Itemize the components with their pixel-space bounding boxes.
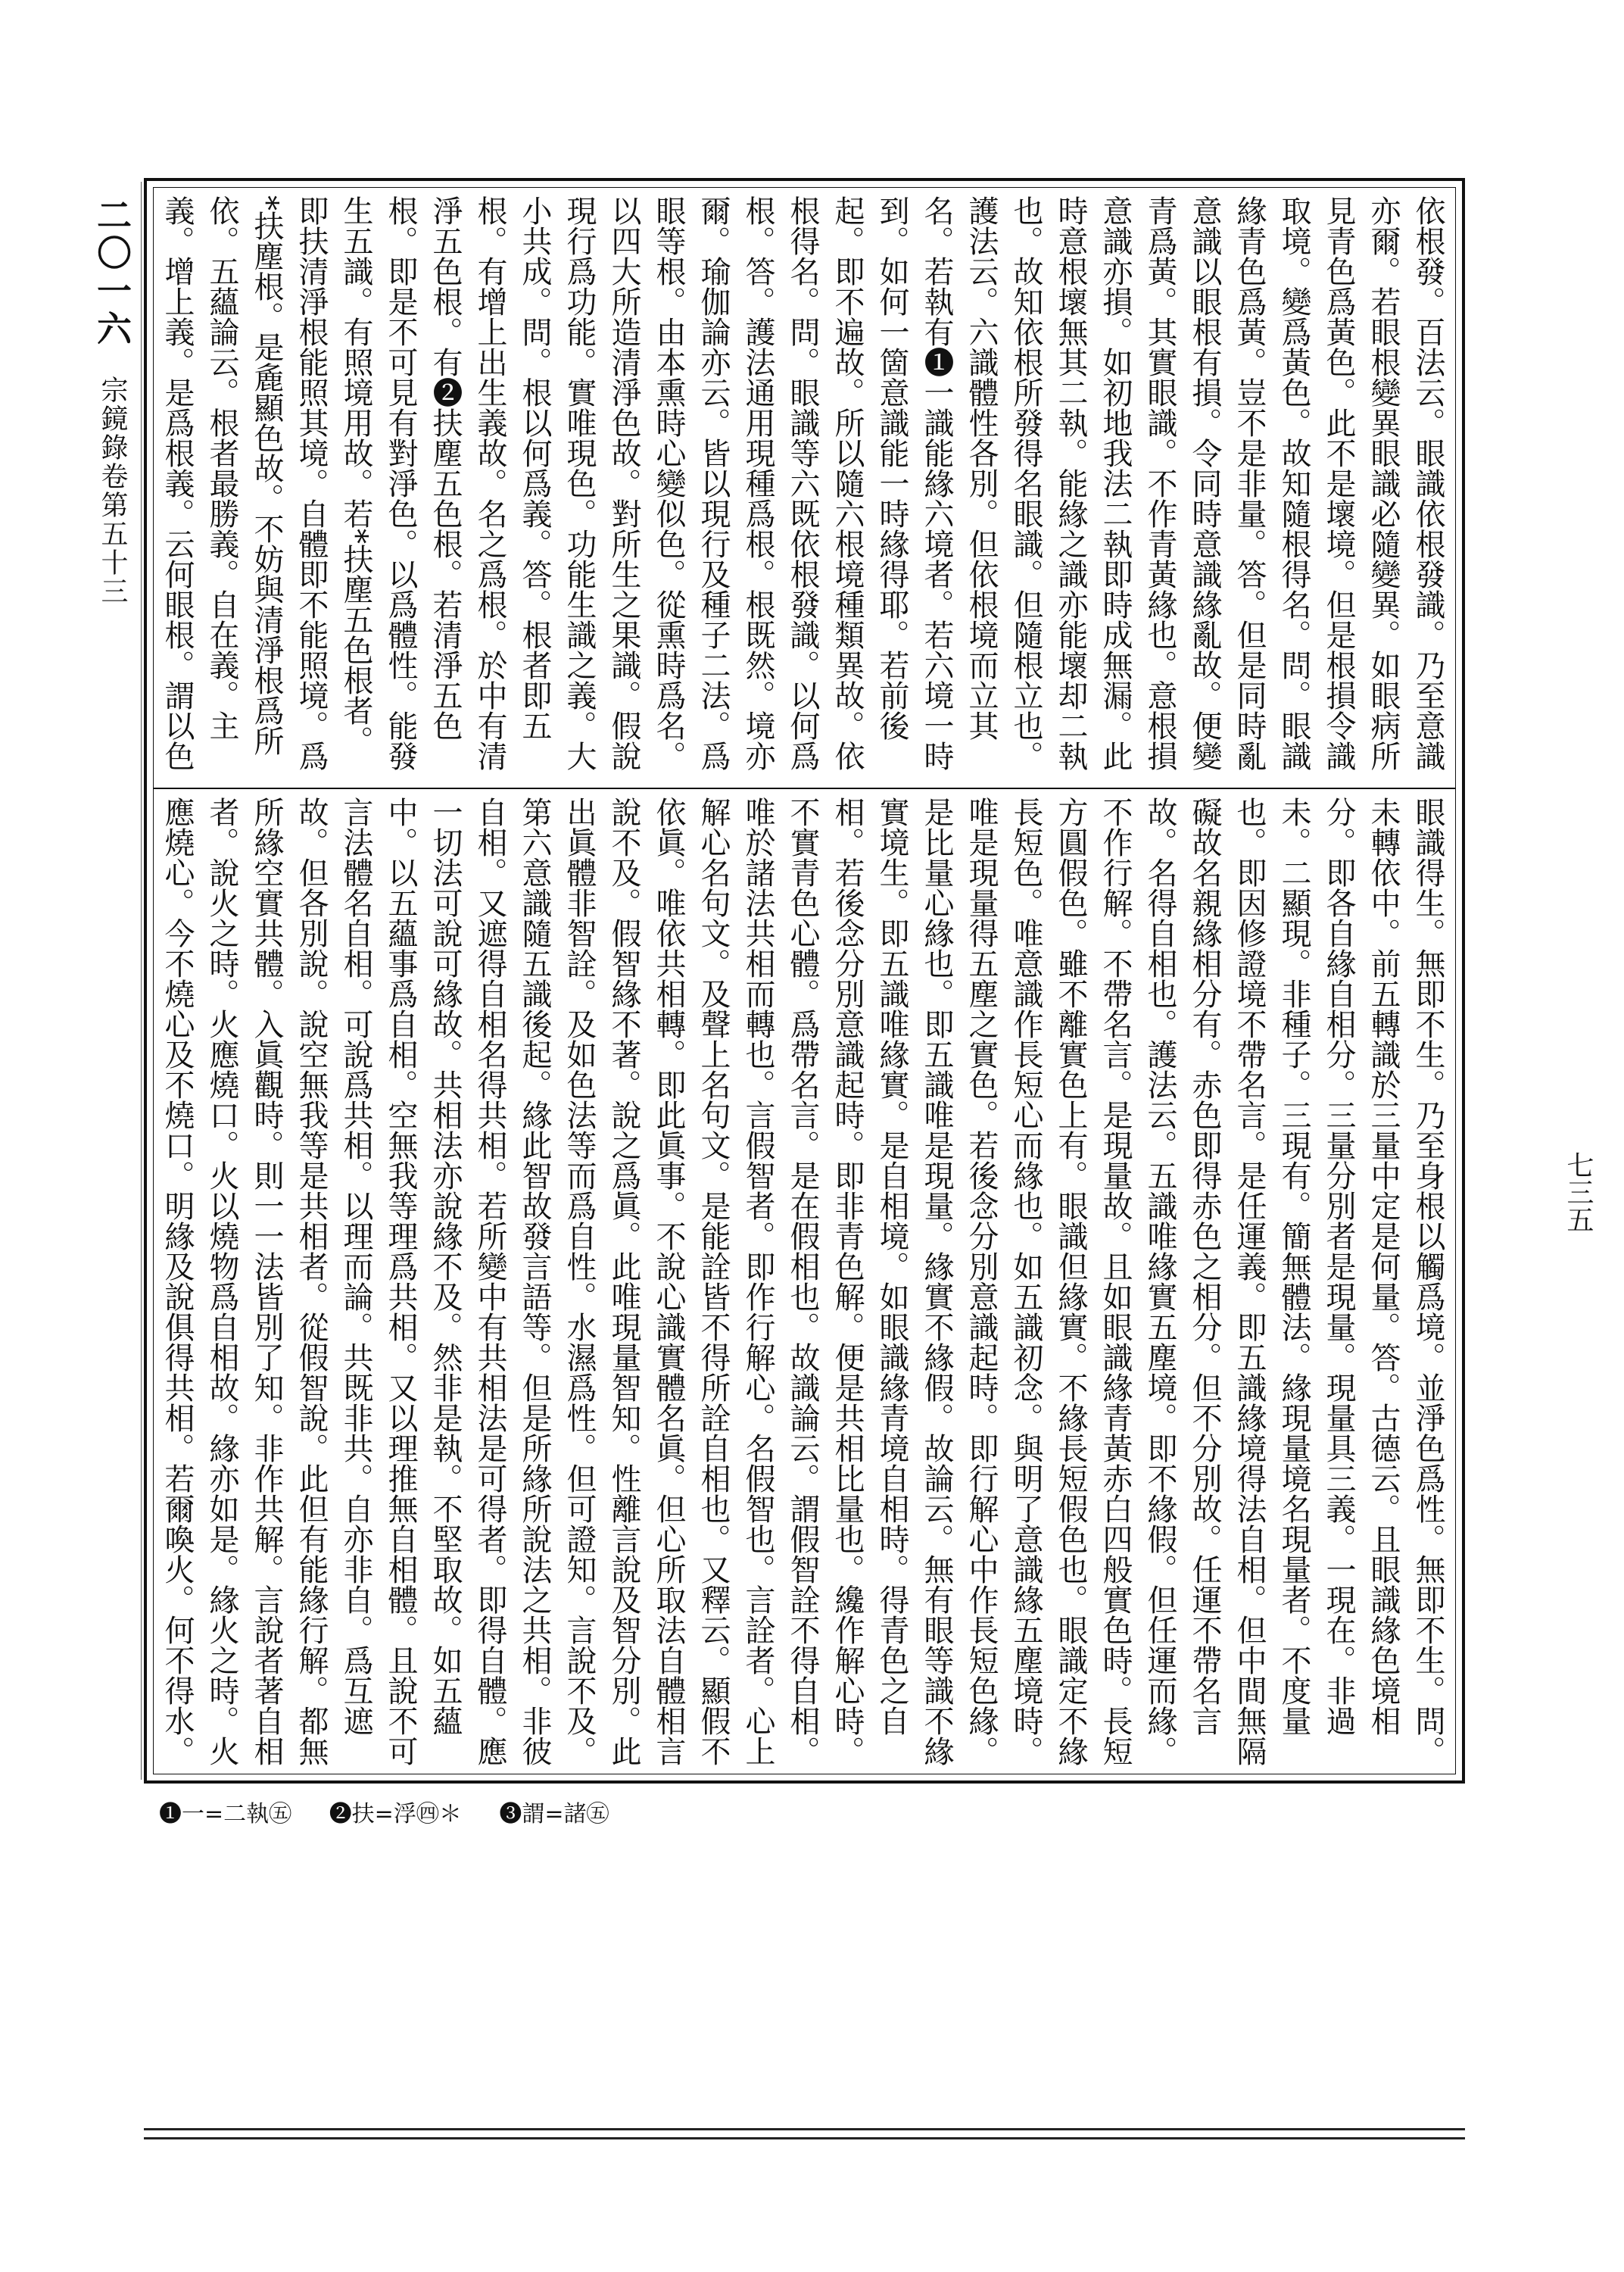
lower-register-body: 眼識得生。無即不生。乃至身根以觸爲境。並淨色爲性。無即不生。問。未轉依中。前五轉識於三量中定是何量。答。古德云。且眼識緣色境相分。即各自緣自相分。三量分別者是現量。現量具三義。一現在。非過未。二顯現。非種子。三現有。簡無體法。緣現量境名現量者。不度量也。即因修證境不帶名言。是任運義。即五識緣境得法自相。但中間無隔礙故名親緣相分有。赤色即得赤色之相分。但不分別故。任運不帶名言故。名得自相也。護法云。五識唯緣實五塵境。即不緣假。但任運而緣。不作行解。不帶名言。是現量故。且如眼識緣青黃赤白四般實色時。長短方圓假色。雖不離實色上有。眼識但緣實。不緣長短假色也。眼識定不緣長短色。唯意識作長短心而緣也。如五識初念。與明了意識緣五塵境時。唯是現量得五塵之實色。若後念分別意識起時。即行解心中作長短色緣。是比量心緣也。即五識唯是現量。緣實不緣假。故論云。無有眼等識不緣實境生。即五識唯緣實。是自相境。如眼識緣青境自相時。得青色之自相。若後念分別意識起時。即非青色解。便是共相比量也。纔作解心時。不實青色心體。爲帶名言。是在假相也。故識論云。謂假智詮不得自相。唯於諸法共相而轉也。言假智者。即作行解心。名假智也。言詮者。心上解心名句文。及聲上名句文。是能詮皆不得所詮自相也。又釋云。顯假不依眞。唯依共相轉。即此眞事。不說心識實體名眞。但心所取法自體相言說不及。假智緣不著。說之爲眞。此唯現量智知。性離言說及智分別。此出眞體非智詮。及如色法等而爲自性。水濕爲性。但可證知。言說不及。第六意識隨五識後起。緣此智故發言語等。但是所緣所說法之共相。非彼自相。又遮得自相名得共相。若所變中有共相法是可得者。即得自體。應一切法可說可緣故。共相法亦說緣不及。然非是執。不堅取故。如五蘊中。以五蘊事爲自相。空無我等理爲共相。又以理推無自相體。且說不可言法體名自相。可說爲共相。以理而論。共既非共。自亦非自。爲互遮故。但各別說。說空無我等是共相者。從假智說。此但有能緣行解。都無所緣空實共體。入眞觀時。則一一法皆別了知。非作共解。言說者著自相者。說火之時。火應燒口。火以燒物爲自相故。緣亦如是。緣火之時。火應燒心。今不燒心及不燒口。明緣及說俱得共相。若爾喚火。何不得水。	[160, 797, 1445, 1766]
footnote-3: ❸謂=諸㊄	[499, 1801, 609, 1827]
footnote-2: ❷扶=浮㊃＊	[329, 1801, 462, 1827]
footnote-1: ❶一=二執㊄	[159, 1801, 292, 1827]
upper-register-text	[159, 195, 1450, 779]
margin-rule	[141, 182, 142, 1780]
bottom-rule-1	[144, 2128, 1465, 2130]
page-margin-header	[82, 197, 135, 772]
bottom-rule-2	[144, 2137, 1465, 2139]
page-number: 二〇一六	[92, 197, 132, 348]
side-page-number: 七三五	[1563, 1151, 1594, 1233]
lower-register-text	[159, 797, 1450, 1766]
upper-register-body: 依根發。百法云。眼識依根發識。乃至意識亦爾。若眼根變異眼識必隨變異。如眼病所見青色爲黃色。此不是壞境。但是根損令識取境。變爲黃色。故知隨根得名。問。眼識緣青色爲黃。豈不是非量。答。但是同時亂意識以眼根有損。令同時意識緣亂故。便變青爲黃。其實眼識。不作青黃緣也。意根損意識亦損。如初地我法二執即時成無漏。此時意根壞無其二執。能緣之識亦能壞却二執也。故知依根所發得名眼識。但隨根立也。護法云。六識體性各別。但依根境而立其名。若執有❶一識能緣六境者。若六境一時到。如何一箇意識能一時緣得耶。若前後起。即不遍故。所以隨六根境種類異故。依根得名。問。眼識等六既依根發識。以何爲根。答。護法通用現種爲根。根既然。境亦爾。瑜伽論亦云。皆以現行及種子二法。爲眼等根。由本熏時心變似色。從熏時爲名。以四大所造清淨色故。對所生之果識。假說現行爲功能。實唯現色。功能生識之義。大小共成。問。根以何爲義。答。根者即五根。有增上出生義故。名之爲根。於中有清淨五色根。有❷扶塵五色根。若清淨五色根。即是不可見有對淨色。以爲體性。能發生五識。有照境用故。若*扶塵五色根者。即扶清淨根能照其境。自體即不能照境。爲*扶塵根。是麁顯色故。不妨與清淨根爲所依。五蘊論云。根者最勝義。自在義。主義。增上義。是爲根義。云何眼根。謂以色	[160, 195, 1445, 771]
book-title: 宗鏡錄卷第五十三	[97, 376, 128, 606]
register-divider	[153, 788, 1456, 789]
footnotes	[159, 1795, 1446, 1840]
